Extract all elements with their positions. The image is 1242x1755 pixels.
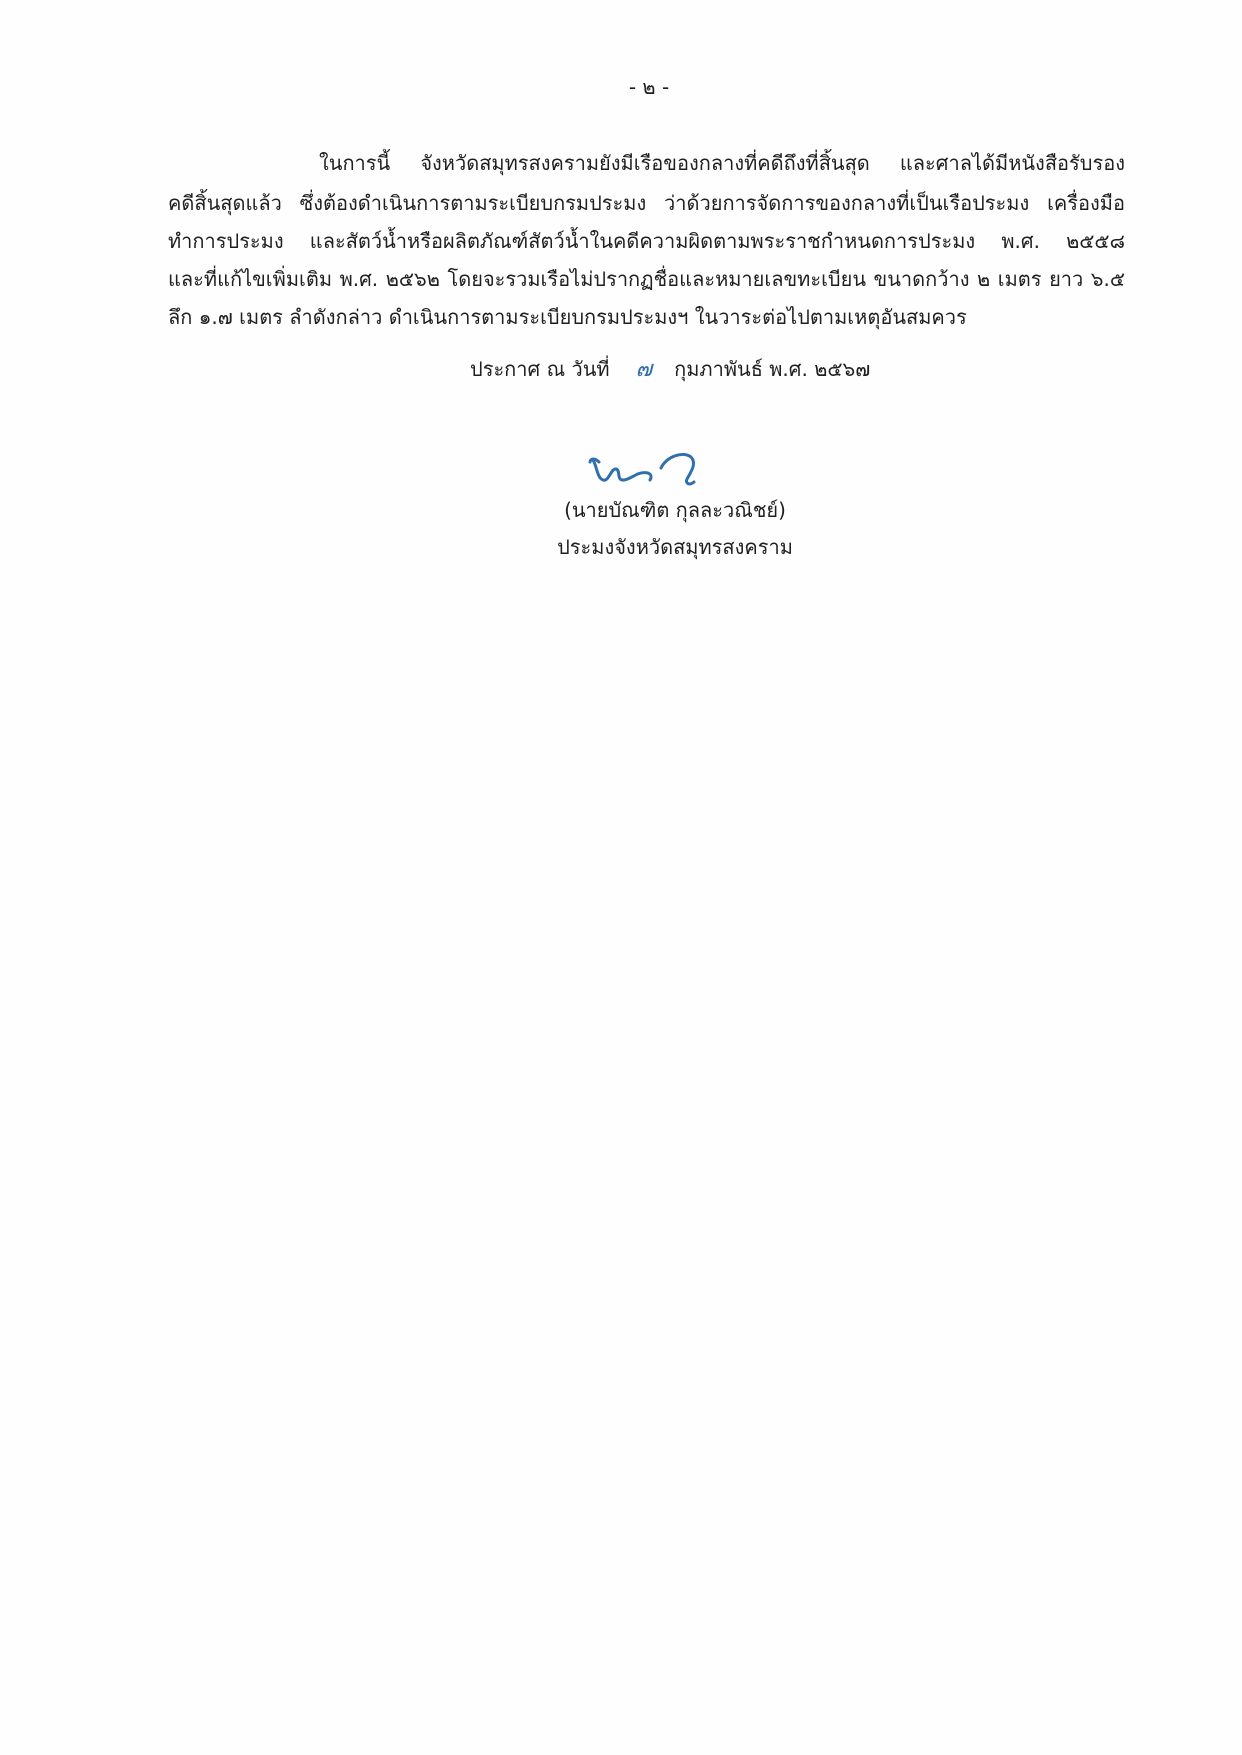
body-line-4: และที่แก้ไขเพิ่มเติม พ.ศ. ๒๕๖๒ โดยจะรวมเรือไม่ปรากฏชื่อและหมายเลขทะเบียน ขนาดกว้าง ๒ เมตร ยาว ๖.๕: [168, 267, 1125, 291]
handwritten-signature: [585, 444, 725, 496]
announcement-prefix: ประกาศ ณ วันที่: [470, 357, 610, 381]
signatory-name: (นายบัณฑิต กุลละวณิชย์): [564, 498, 786, 522]
announcement-month-year: กุมภาพันธ์ พ.ศ. ๒๕๖๗: [674, 357, 871, 381]
handwritten-day: ๗: [635, 357, 653, 382]
body-line-5: ลึก ๑.๗ เมตร ลำดังกล่าว ดำเนินการตามระเบียบกรมประมงฯ ในวาระต่อไปตามเหตุอันสมควร: [168, 305, 967, 329]
signature-stroke-1: [593, 460, 651, 480]
signature-stroke-3: [661, 454, 694, 483]
page-number: - ๒ -: [628, 75, 670, 99]
announcement-date-line: [470, 352, 1030, 387]
body-line-3: ทำการประมง และสัตว์น้ำหรือผลิตภัณฑ์สัตว์น้ำในคดีความผิดตามพระราชกำหนดการประมง พ.ศ. ๒๕๕๘: [168, 229, 1125, 253]
signatory-block: [475, 492, 875, 566]
body-line-2: คดีสิ้นสุดแล้ว ซึ่งต้องดำเนินการตามระเบียบกรมประมง ว่าด้วยการจัดการของกลางที่เป็นเรือประมง เครื่องมือ: [168, 191, 1125, 215]
body-line-1: ในการนี้ จังหวัดสมุทรสงครามยังมีเรือของกลางที่คดีถึงที่สิ้นสุด และศาลได้มีหนังสือรับรอง: [319, 151, 1125, 175]
signatory-position: ประมงจังหวัดสมุทรสงคราม: [557, 535, 793, 559]
